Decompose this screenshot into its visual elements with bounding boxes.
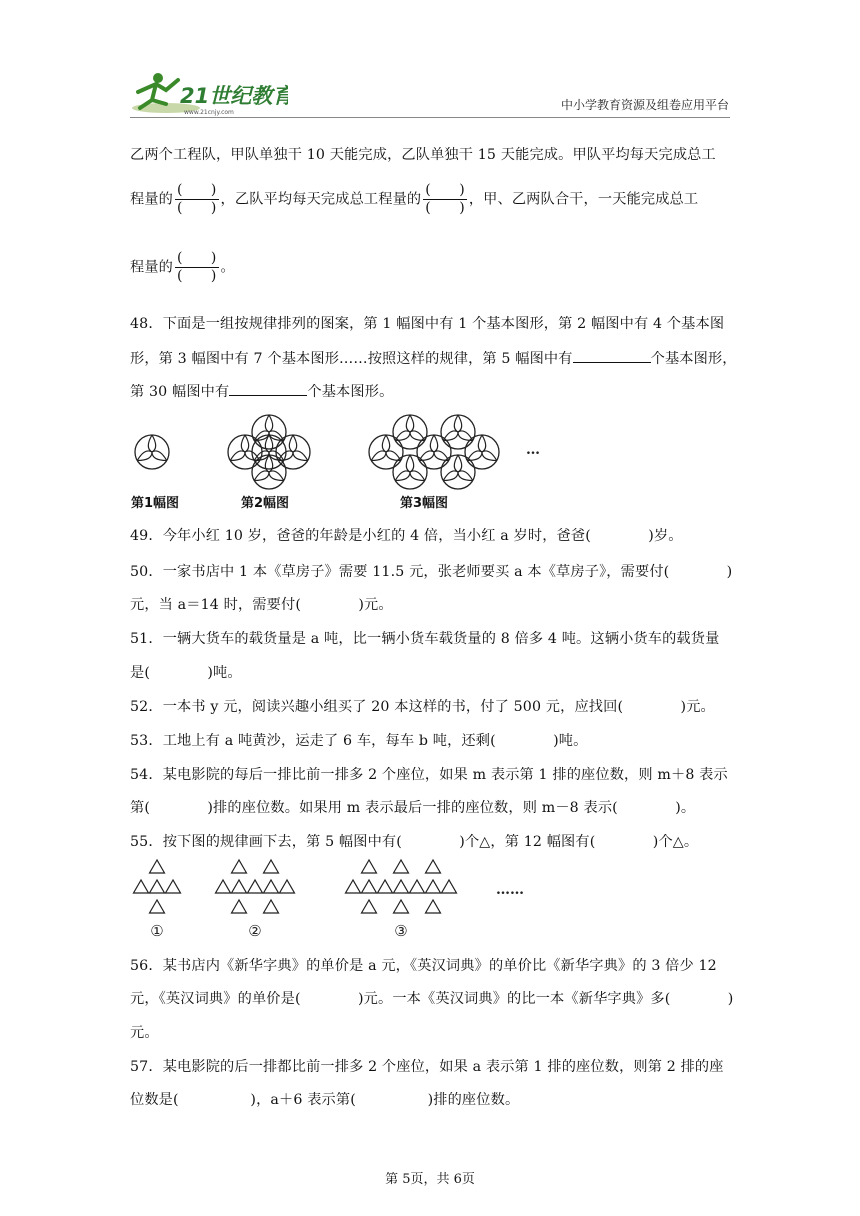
- q51-line1: 51．一辆大货车的载货量是 a 吨，比一辆小货车载货量的 8 倍多 4 吨。这辆小货车的载货量: [130, 631, 720, 647]
- header-divider: [130, 117, 730, 118]
- q51-line2: 是( )吨。: [130, 665, 242, 681]
- triangle-shape: [426, 900, 441, 913]
- triangle-pattern-figure: [128, 858, 548, 944]
- answer-blank: [573, 350, 651, 363]
- q47-line3: 程量的 $\frac{( )}{( )}$ 。: [130, 250, 235, 284]
- fraction-blank: $\frac{( )}{( )}$: [177, 250, 217, 284]
- triangle-shape: [394, 900, 409, 913]
- triangle-shape: [134, 880, 149, 893]
- basic-circle-shape: [135, 435, 169, 469]
- q54-line2: 第( )排的座位数。如果用 m 表示最后一排的座位数，则 m－8 表示( )。: [130, 800, 696, 816]
- q54-line1: 54．某电影院的每后一排比前一排多 2 个座位，如果 m 表示第 1 排的座位数，则 m＋8 表示: [130, 767, 728, 783]
- figure-ellipsis: ……: [496, 882, 524, 898]
- triangle-shape: [264, 880, 279, 893]
- triangle-shape: [362, 860, 377, 873]
- basic-circle-shape: [252, 415, 286, 449]
- triangle-shape: [362, 900, 377, 913]
- logo: [128, 70, 288, 118]
- q47-line2: 程量的 $\frac{( )}{( )}$ ，乙队平均每天完成总工程量的 $\frac{( )}{( )}$ ，甲、乙两队合干，一天能完成总工: [130, 182, 699, 216]
- triangle-shape: [426, 880, 441, 893]
- triangle-shape: [442, 880, 457, 893]
- figure-label: ②: [248, 922, 262, 940]
- triangle-shape: [232, 860, 247, 873]
- page-footer: 第 5页，共 6页: [385, 1172, 475, 1187]
- q56-line2: 元，《英汉词典》的单价是( )元。一本《英汉词典》的比一本《新华字典》多( ): [130, 991, 734, 1007]
- basic-circle-shape: [393, 415, 427, 449]
- answer-blank: [229, 383, 307, 396]
- platform-title: 中小学教育资源及组卷应用平台: [560, 98, 729, 112]
- triangle-shape: [362, 880, 377, 893]
- triangle-shape: [166, 880, 181, 893]
- q56-line3: 元。: [130, 1025, 159, 1041]
- basic-circle-shape: [276, 435, 310, 469]
- triangle-shape: [264, 900, 279, 913]
- q48-line1: 48．下面是一组按规律排列的图案，第 1 幅图中有 1 个基本图形，第 2 幅图中有 4 个基本图: [130, 316, 725, 332]
- q50-line2: 元，当 a＝14 时，需要付( )元。: [130, 597, 393, 613]
- runner-logo-icon: [128, 70, 288, 118]
- basic-circle-shape: [441, 415, 475, 449]
- q50-line1: 50．一家书店中 1 本《草房子》需要 11.5 元，张老师要买 a 本《草房子》，需要付( ): [130, 564, 733, 580]
- triangle-shape: [232, 880, 247, 893]
- triangle-shape: [280, 880, 295, 893]
- triangle-shape: [264, 860, 279, 873]
- triangle-shape: [378, 880, 393, 893]
- triangle-shape: [346, 880, 361, 893]
- svg-text:21世纪教育: 21世纪教育: [180, 84, 288, 108]
- figure-label: ①: [150, 922, 164, 940]
- q52: 52．一本书 y 元，阅读兴趣小组买了 20 本这样的书，付了 500 元，应找回( )元。: [130, 699, 715, 715]
- q55-line1: 55．按下图的规律画下去，第 5 幅图中有( )个△，第 12 幅图有( )个△。: [130, 834, 699, 850]
- q48-line3: 第 30 幅图中有 个基本图形。: [130, 384, 394, 400]
- q57-line1: 57．某电影院的后一排都比前一排多 2 个座位，如果 a 表示第 1 排的座位数，则第 2 排的座: [130, 1059, 724, 1075]
- q48-line2: 形，第 3 幅图中有 7 个基本图形……按照这样的规律，第 5 幅图中有 个基本图形，: [130, 351, 737, 367]
- circle-pattern-figure: [128, 412, 548, 492]
- caption-fig3: 第3幅图: [400, 496, 449, 511]
- triangle-shape: [150, 880, 165, 893]
- q53: 53．工地上有 a 吨黄沙，运走了 6 车，每车 b 吨，还剩( )吨。: [130, 733, 588, 749]
- q49: 49．今年小红 10 岁，爸爸的年龄是小红的 4 倍，当小红 a 岁时，爸爸( )岁。: [130, 528, 683, 544]
- triangle-shape: [426, 860, 441, 873]
- basic-circle-shape: [228, 435, 262, 469]
- basic-circle-shape: [465, 435, 499, 469]
- triangle-shape: [216, 880, 231, 893]
- triangle-shape: [394, 880, 409, 893]
- fraction-blank: $\frac{( )}{( )}$: [425, 182, 465, 216]
- triangle-shape: [394, 860, 409, 873]
- figure-ellipsis: …: [526, 442, 540, 458]
- q56-line1: 56．某书店内《新华字典》的单价是 a 元，《英汉词典》的单价比《新华字典》的 3 倍少 12: [130, 958, 717, 974]
- q47-line1: 乙两个工程队，甲队单独干 10 天能完成，乙队单独干 15 天能完成。甲队平均每天完成总工: [130, 147, 716, 163]
- triangle-shape: [150, 860, 165, 873]
- caption-fig2: 第2幅图: [241, 496, 290, 511]
- q57-line2: 位数是( )，a＋6 表示第( )排的座位数。: [130, 1092, 520, 1108]
- triangle-shape: [150, 900, 165, 913]
- triangle-shape: [248, 880, 263, 893]
- basic-circle-shape: [252, 455, 286, 489]
- svg-text:www.21cnjy.com: www.21cnjy.com: [184, 109, 234, 116]
- triangle-shape: [410, 880, 425, 893]
- caption-fig1: 第1幅图: [131, 496, 180, 511]
- triangle-shape: [232, 900, 247, 913]
- figure-label: ③: [394, 922, 408, 940]
- fraction-blank: $\frac{( )}{( )}$: [177, 182, 217, 216]
